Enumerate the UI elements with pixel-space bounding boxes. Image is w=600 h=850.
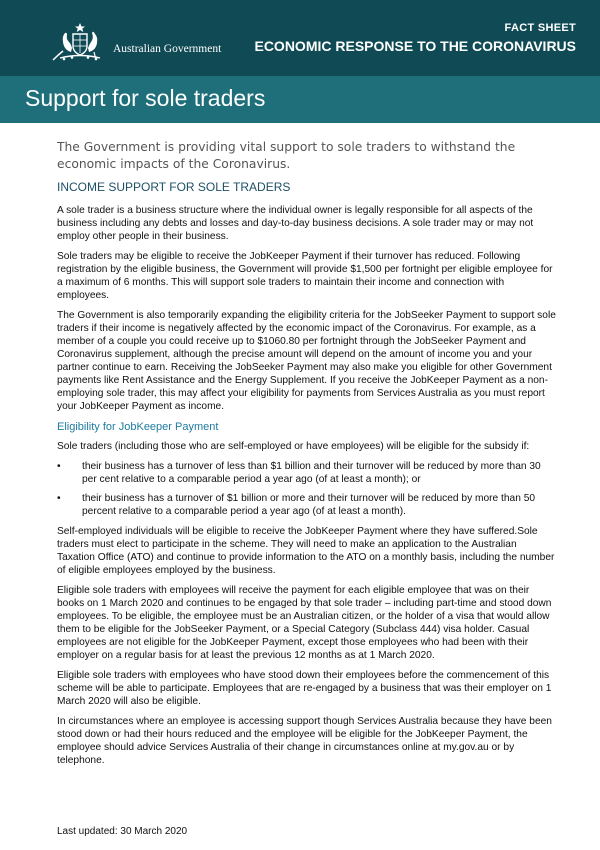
last-updated: Last updated: 30 March 2020: [57, 826, 188, 837]
paragraph: Eligible sole traders with employees will receive the payment for each eligible employee that was on their books on 1 March 2020 and continues to be engaged by that sole trader – including part-time and stood down employees. To be eligible, the employee must be an Australian citizen, or the holder of a visa that would allow them to be eligible for the JobSeeker Payment, or a Special Category (Subclass 444) visa holder. Casual employees are not eligible for the JobKeeper Payment, except those employees who had been with their employer on a regular basis for at least the previous 12 months as at 1 March 2020.: [57, 585, 552, 661]
section-heading: INCOME SUPPORT FOR SOLE TRADERS: [57, 180, 291, 194]
paragraph: Sole traders may be eligible to receive the JobKeeper Payment if their turnover has reduced. Following registration by the eligible business, the Government will provide $1,500 per fortnight per eligible employee for a maximum of 6 months. This will support sole traders to maintain their income and connection with employees.: [57, 251, 553, 301]
intro-text: The Government is providing vital support to sole traders to withstand the economic impacts of the Coronavirus.: [57, 140, 516, 171]
paragraph: Self-employed individuals will be eligible to receive the JobKeeper Payment where they have suffered.Sole traders must elect to participate in the scheme. They will need to make an application to the Australian Taxation Office (ATO) and continue to provide information to the ATO on a monthly basis, including the number of eligible employees employed by the business.: [57, 526, 555, 576]
header-subtitle: ECONOMIC RESPONSE TO THE CORONAVIRUS: [254, 38, 576, 54]
list-item-text: their business has a turnover of less than $1 billion and their turnover will be reduced by more than 30 per cent relative to a comparable period a year ago (of at least a month); or: [82, 461, 541, 485]
list-item: [57, 460, 557, 486]
paragraph: A sole trader is a business structure where the individual owner is legally responsible for all aspects of the business including any debts and losses and day-to-day business decisions. A sole trader may or may not employ other people in their business.: [57, 205, 534, 242]
government-name: Australian Government: [113, 43, 222, 55]
main-content: [57, 180, 557, 774]
header-band: [0, 0, 600, 123]
fact-sheet-label: FACT SHEET: [504, 22, 576, 34]
list-item: [57, 492, 557, 518]
eligibility-heading: Eligibility for JobKeeper Payment: [57, 421, 219, 433]
paragraph: In circumstances where an employee is accessing support though Services Australia because they have been stood down or had their hours reduced and the employee will be eligible for the JobKeeper Payment, the employee should advice Services Australia of their change in circumstances online at my.gov.au or by telephone.: [57, 716, 552, 766]
bullet-icon: •: [57, 461, 61, 472]
paragraph: The Government is also temporarily expanding the eligibility criteria for the JobSeeker Payment to support sole traders if their income is negatively affected by the economic impact of the Coronavirus. For example, as a member of a couple you could receive up to $1060.80 per fortnight through the JobSeeker Payment and Coronavirus supplement, although the precise amount will depend on the amount of income you and your partner continue to earn. Receiving the JobSeeker Payment may also make you eligible for other Government payments like Rent Assistance and the Energy Supplement. If you receive the JobKeeper Payment as a non-employing sole trader, this may affect your eligibility for payments from Services Australia as you must report your JobKeeper Payment as income.: [57, 310, 556, 412]
eligibility-lead: Sole traders (including those who are self-employed or have employees) will be eligible for the subsidy if:: [57, 441, 530, 452]
page-title: Support for sole traders: [25, 85, 266, 111]
coat-of-arms-icon: [50, 22, 110, 64]
eligibility-list: [57, 460, 557, 518]
list-item-text: their business has a turnover of $1 billion or more and their turnover will be reduced by more than 50 percent relative to a comparable period a year ago (of at least a month).: [82, 493, 536, 517]
bullet-icon: •: [57, 493, 61, 504]
paragraph: Eligible sole traders with employees who have stood down their employees before the commencement of this scheme will be able to participate. Employees that are re-engaged by a business that was their employer on 1 March 2020 will also be eligible.: [57, 670, 552, 707]
